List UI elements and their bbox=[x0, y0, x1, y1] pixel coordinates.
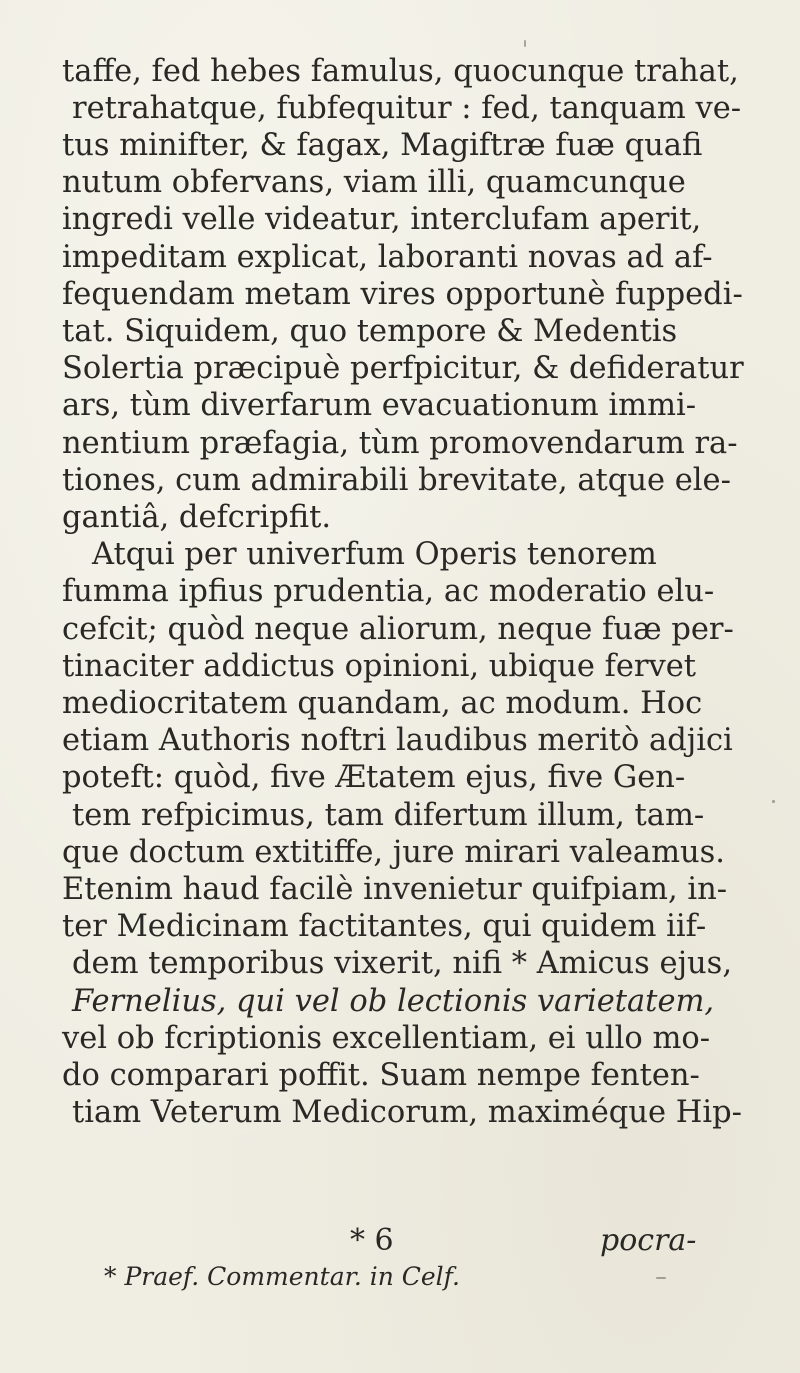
text-line-13: gantiâ, defcripfit. bbox=[62, 500, 332, 535]
text-line-24: ter Medicinam factitantes, qui quidem iif- bbox=[62, 909, 707, 944]
text-line-23: Etenim haud facilè invenietur quifpiam, in- bbox=[62, 872, 728, 907]
text-line-18: mediocritatem quandam, ac modum. Hoc bbox=[62, 686, 703, 721]
text-line-21: tem refpicimus, tam difertum illum, tam- bbox=[72, 798, 705, 833]
text-line-27: vel ob fcriptionis excellentiam, ei ullo mo- bbox=[62, 1021, 711, 1056]
text-line-29: tiam Veterum Medicorum, maximéque Hip- bbox=[72, 1095, 742, 1130]
text-line-25: dem temporibus vixerit, nifi * Amicus ejus, bbox=[72, 946, 733, 981]
text-line-11: nentium præfagia, tùm promovendarum ra- bbox=[62, 426, 738, 461]
text-line-26: Fernelius, qui vel ob lectionis varietatem, bbox=[72, 984, 715, 1019]
text-line-8: tat. Siquidem, quo tempore & Medentis bbox=[62, 314, 678, 349]
text-line-10: ars, tùm diverfarum evacuationum immi- bbox=[62, 388, 697, 423]
text-line-19: etiam Authoris noftri laudibus meritò adjici bbox=[62, 723, 733, 758]
text-line-4: nutum obfervans, viam illi, quamcunque bbox=[62, 165, 686, 200]
text-line-7: fequendam metam vires opportunè fuppedi- bbox=[62, 277, 743, 312]
text-line-1: taffe, fed hebes famulus, quocunque trahat, bbox=[62, 54, 739, 89]
text-line-3: tus minifter, & fagax, Magiftræ fuæ quafi bbox=[62, 128, 703, 163]
text-line-16: cefcit; quòd neque aliorum, neque fuæ per- bbox=[62, 612, 734, 647]
footnote: * Praef. Commentar. in Celf. bbox=[104, 1262, 460, 1291]
text-line-22: que doctum extitiffe, jure mirari valeamus. bbox=[62, 835, 725, 870]
text-line-9: Solertia præcipuè perfpicitur, & defideratur bbox=[62, 351, 744, 386]
text-line-5: ingredi velle videatur, interclufam aperit, bbox=[62, 202, 702, 237]
ink-speck bbox=[772, 800, 775, 803]
ink-speck bbox=[656, 1277, 666, 1279]
text-line-12: tiones, cum admirabili brevitate, atque ele- bbox=[62, 463, 731, 498]
text-line-14: Atqui per univerfum Operis tenorem bbox=[92, 537, 657, 572]
text-line-17: tinaciter addictus opinioni, ubique fervet bbox=[62, 649, 697, 684]
signature-mark: * 6 bbox=[350, 1223, 394, 1258]
text-line-20: poteft: quòd, five Ætatem ejus, five Gen- bbox=[62, 760, 686, 795]
catchword: pocra- bbox=[600, 1223, 697, 1258]
ink-speck bbox=[524, 40, 526, 47]
text-line-2: retrahatque, fubfequitur : fed, tanquam ve- bbox=[72, 91, 742, 126]
text-line-6: impeditam explicat, laboranti novas ad af- bbox=[62, 240, 713, 275]
text-line-15: fumma ipfius prudentia, ac moderatio elu- bbox=[62, 574, 715, 609]
text-line-28: do comparari poffit. Suam nempe fenten- bbox=[62, 1058, 700, 1093]
